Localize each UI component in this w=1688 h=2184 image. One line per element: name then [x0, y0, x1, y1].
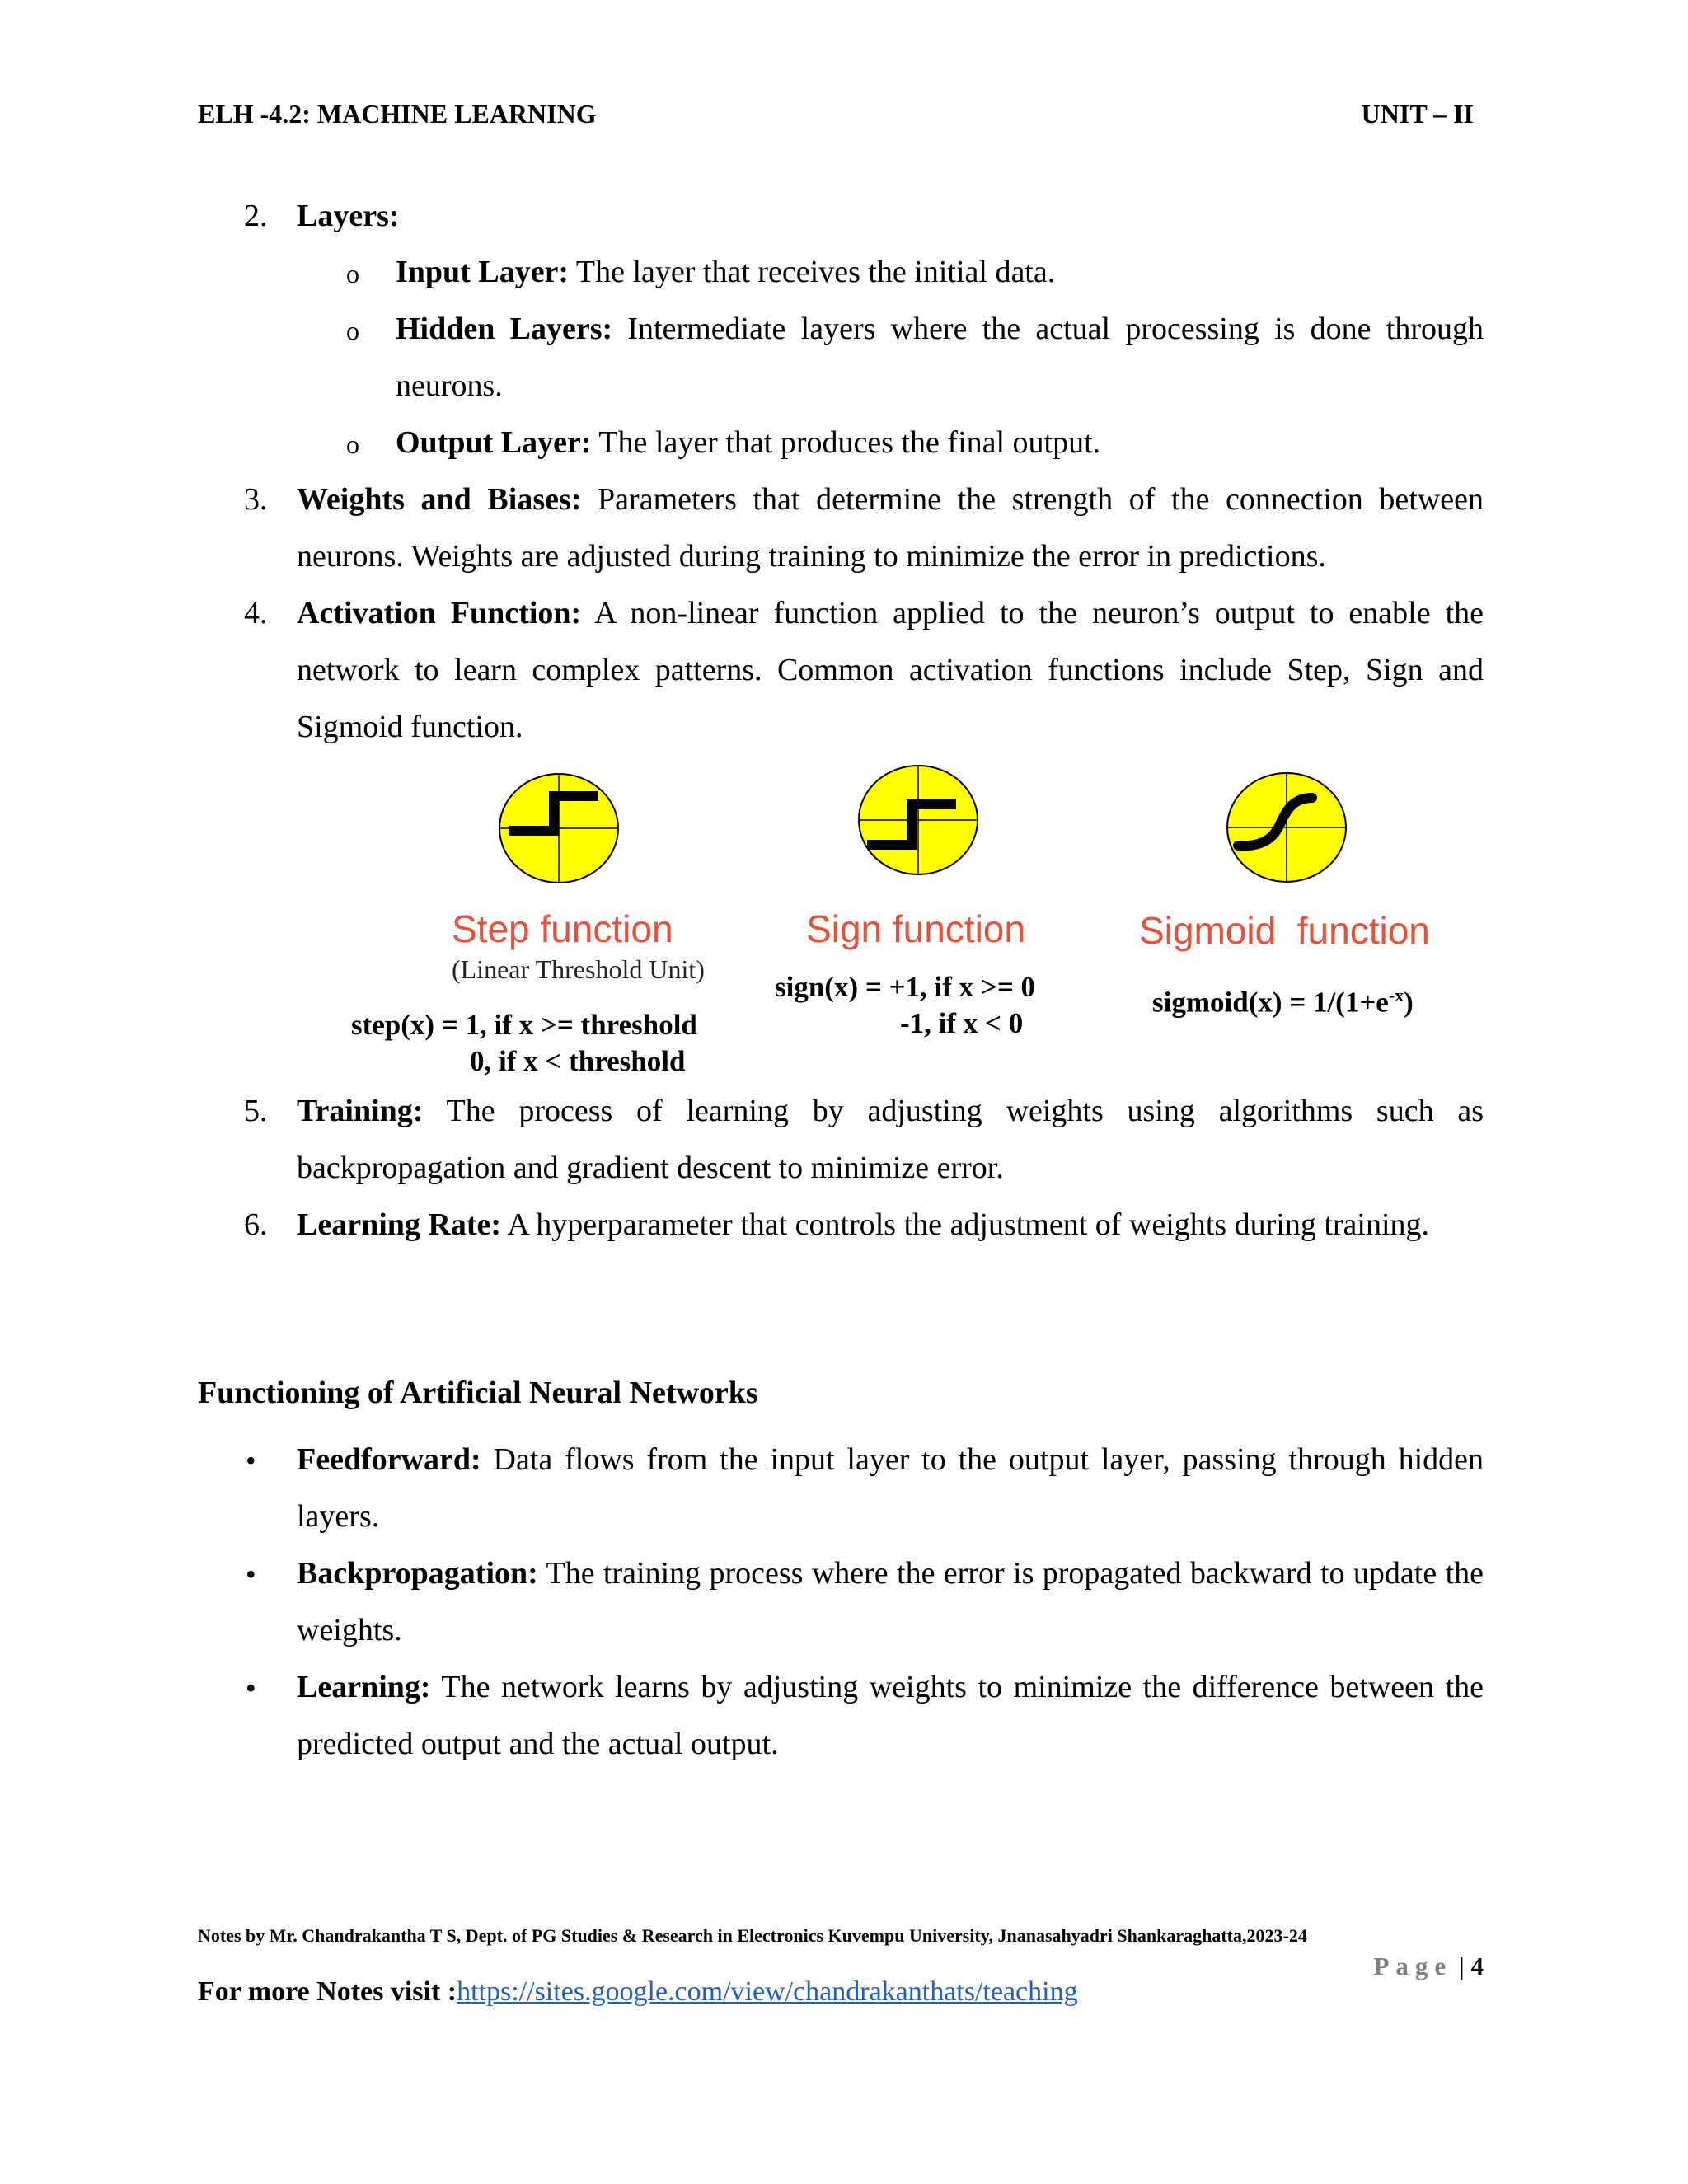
- footer-visit: For more Notes visit :https://sites.google.com/view/chandrakanthats/teaching: [198, 1976, 1078, 2007]
- list-item-input-layer: Input Layer: The layer that receives the initial data.: [396, 255, 1056, 289]
- page-number: Page | 4: [1373, 1952, 1484, 1980]
- list-number: 3.: [244, 482, 268, 517]
- sign-function-formula-line2: -1, if x < 0: [900, 1007, 1024, 1039]
- step-function-formula-line1: step(x) = 1, if x >= threshold: [351, 1009, 697, 1041]
- sign-function-title: Sign function: [806, 907, 1025, 950]
- step-function-formula-line2: 0, if x < threshold: [470, 1045, 686, 1077]
- list-item-output-layer: Output Layer: The layer that produces the final output.: [396, 425, 1101, 460]
- bullet-marker: •: [246, 1558, 256, 1591]
- sigmoid-function-title: Sigmoid function: [1139, 909, 1430, 952]
- list-item-activation-function: Activation Function: A non-linear function applied to the neuron’s output to enable the network to learn complex patterns. Common activation functions include Step, Sign and Sigmoid function.: [297, 596, 1484, 744]
- running-header-unit: UNIT – II: [1361, 99, 1474, 129]
- bullet-marker: •: [246, 1671, 256, 1704]
- list-number: 4.: [244, 596, 268, 630]
- sub-bullet-marker: o: [346, 429, 359, 459]
- section-heading: Functioning of Artificial Neural Networks: [198, 1376, 758, 1410]
- list-item-layers-title: Layers:: [297, 199, 400, 233]
- notes-link[interactable]: https://sites.google.com/view/chandrakanthats/teaching: [457, 1976, 1078, 2007]
- list-item-learning-rate: Learning Rate: A hyperparameter that controls the adjustment of weights during training.: [297, 1207, 1430, 1242]
- sub-bullet-marker: o: [346, 316, 359, 345]
- bullet-marker: •: [246, 1444, 256, 1477]
- sigmoid-function-formula: sigmoid(x) = $1/(1+e^{-x})$: [1152, 985, 1414, 1019]
- sub-bullet-marker: o: [346, 259, 359, 288]
- bullet-learning: Learning: The network learns by adjusting weights to minimize the difference between the predicted output and the actual output.: [297, 1670, 1484, 1761]
- sign-function-formula-line1: sign(x) = +1, if x >= 0: [775, 971, 1036, 1003]
- footer-notes: Notes by Mr. Chandrakantha T S, Dept. of PG Studies & Research in Electronics Kuvempu University, Jnanasahyadri Shankaraghatta,2023-24: [198, 1925, 1307, 1946]
- bullet-backpropagation: Backpropagation: The training process where the error is propagated backward to update the weights.: [297, 1556, 1484, 1647]
- bullet-feedforward: Feedforward: Data flows from the input layer to the output layer, passing through hidden layers.: [297, 1442, 1484, 1534]
- activation-functions-figure: [0, 0, 1688, 907]
- step-function-subtitle: (Linear Threshold Unit): [452, 954, 705, 984]
- list-number: 5.: [244, 1094, 268, 1128]
- list-number: 2.: [244, 199, 268, 233]
- list-item-training: Training: The process of learning by adjusting weights using algorithms such as backpropagation and gradient descent to minimize error.: [297, 1094, 1484, 1185]
- list-item-hidden-layers: Hidden Layers: Intermediate layers where the actual processing is done through neurons.: [396, 312, 1484, 403]
- list-number: 6.: [244, 1207, 268, 1242]
- list-item-weights-biases: Weights and Biases: Parameters that determine the strength of the connection between neurons. Weights are adjusted during training to minimize the error in predictions.: [297, 482, 1484, 574]
- step-function-title: Step function: [452, 907, 673, 950]
- step-function-icon: [499, 774, 618, 883]
- running-header-title: ELH -4.2: MACHINE LEARNING: [198, 99, 597, 129]
- sigmoid-function-icon: [1227, 773, 1346, 882]
- sign-function-icon: [859, 766, 978, 874]
